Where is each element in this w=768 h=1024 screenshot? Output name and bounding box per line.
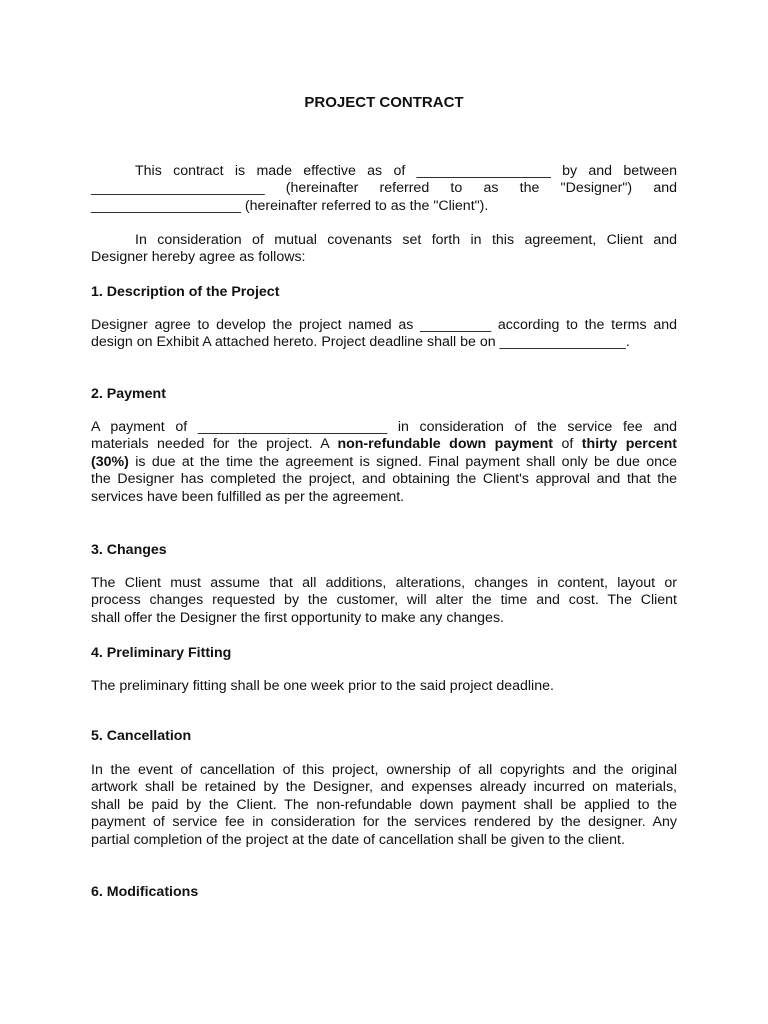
section-1-heading: 1. Description of the Project (91, 284, 280, 300)
payment-text-b: of (553, 436, 582, 453)
payment-text-a: materials needed for the project. A (91, 436, 338, 453)
document-title: PROJECT CONTRACT (304, 94, 464, 111)
down-payment-emphasis: non-refundable down payment (337, 436, 554, 453)
section-5-line-2: artwork shall be retained by the Designer, and expenses already incurred on materials, (91, 779, 677, 796)
section-5-line-3: shall be paid by the Client. The non-refundable down payment shall be applied to the (91, 796, 677, 813)
consideration-line-1: In consideration of mutual covenants set forth in this agreement, Client and (135, 232, 677, 248)
section-5-line-5: partial completion of the project at the date of cancellation shall be given to the client. (91, 831, 625, 848)
consideration-paragraph (91, 232, 677, 267)
section-4-paragraph (91, 678, 677, 695)
section-3-line-2: process changes requested by the customer, will alter the time and cost. The Client (91, 592, 677, 609)
section-1-paragraph (91, 317, 677, 352)
section-2-paragraph (91, 419, 677, 506)
intro-line-2: ______________________ (hereinafter referred to as the "Designer") and (91, 180, 677, 197)
intro-paragraph (91, 163, 677, 215)
section-4-heading: 4. Preliminary Fitting (91, 645, 232, 661)
section-3-heading: 3. Changes (91, 542, 167, 558)
section-2-line-5: services have been fulfilled as per the agreement. (91, 488, 405, 505)
section-5-line-1: In the event of cancellation of this project, ownership of all copyrights and the original (91, 762, 677, 778)
payment-text-c: is due at the time the agreement is signed. Final payment shall only be due once (128, 453, 677, 470)
section-2-line-1: A payment of ________________________ in consideration of the service fee and (91, 419, 677, 435)
section-3-line-3: shall offer the Designer the first opportunity to make any changes. (91, 609, 504, 626)
section-5-heading: 5. Cancellation (91, 728, 192, 744)
section-2-heading: 2. Payment (91, 386, 166, 402)
intro-line-1: This contract is made effective as of _________________ by and between (135, 163, 677, 179)
section-5-paragraph (91, 762, 677, 849)
section-3-line-1: The Client must assume that all additions, alterations, changes in content, layout or (91, 575, 677, 591)
thirty-percent-emphasis: thirty percent (581, 436, 677, 453)
section-4-line-1: The preliminary fitting shall be one week prior to the said project deadline. (91, 678, 554, 694)
section-1-line-2: design on Exhibit A attached hereto. Project deadline shall be on ________________. (91, 334, 630, 351)
section-3-paragraph (91, 575, 677, 627)
intro-line-3: ___________________ (hereinafter referred to as the "Client"). (91, 197, 489, 214)
section-2-line-3 (91, 454, 677, 471)
section-2-line-4: the Designer has completed the project, and obtaining the Client's approval and that the (91, 471, 677, 488)
section-5-line-4: payment of service fee in consideration for the services rendered by the designer. Any (91, 814, 677, 831)
section-2-line-2 (91, 436, 677, 453)
section-1-line-1: Designer agree to develop the project named as _________ according to the terms and (91, 317, 677, 333)
consideration-line-2: Designer hereby agree as follows: (91, 249, 306, 266)
percent-emphasis: (30%) (91, 453, 129, 470)
section-6-heading: 6. Modifications (91, 884, 199, 900)
